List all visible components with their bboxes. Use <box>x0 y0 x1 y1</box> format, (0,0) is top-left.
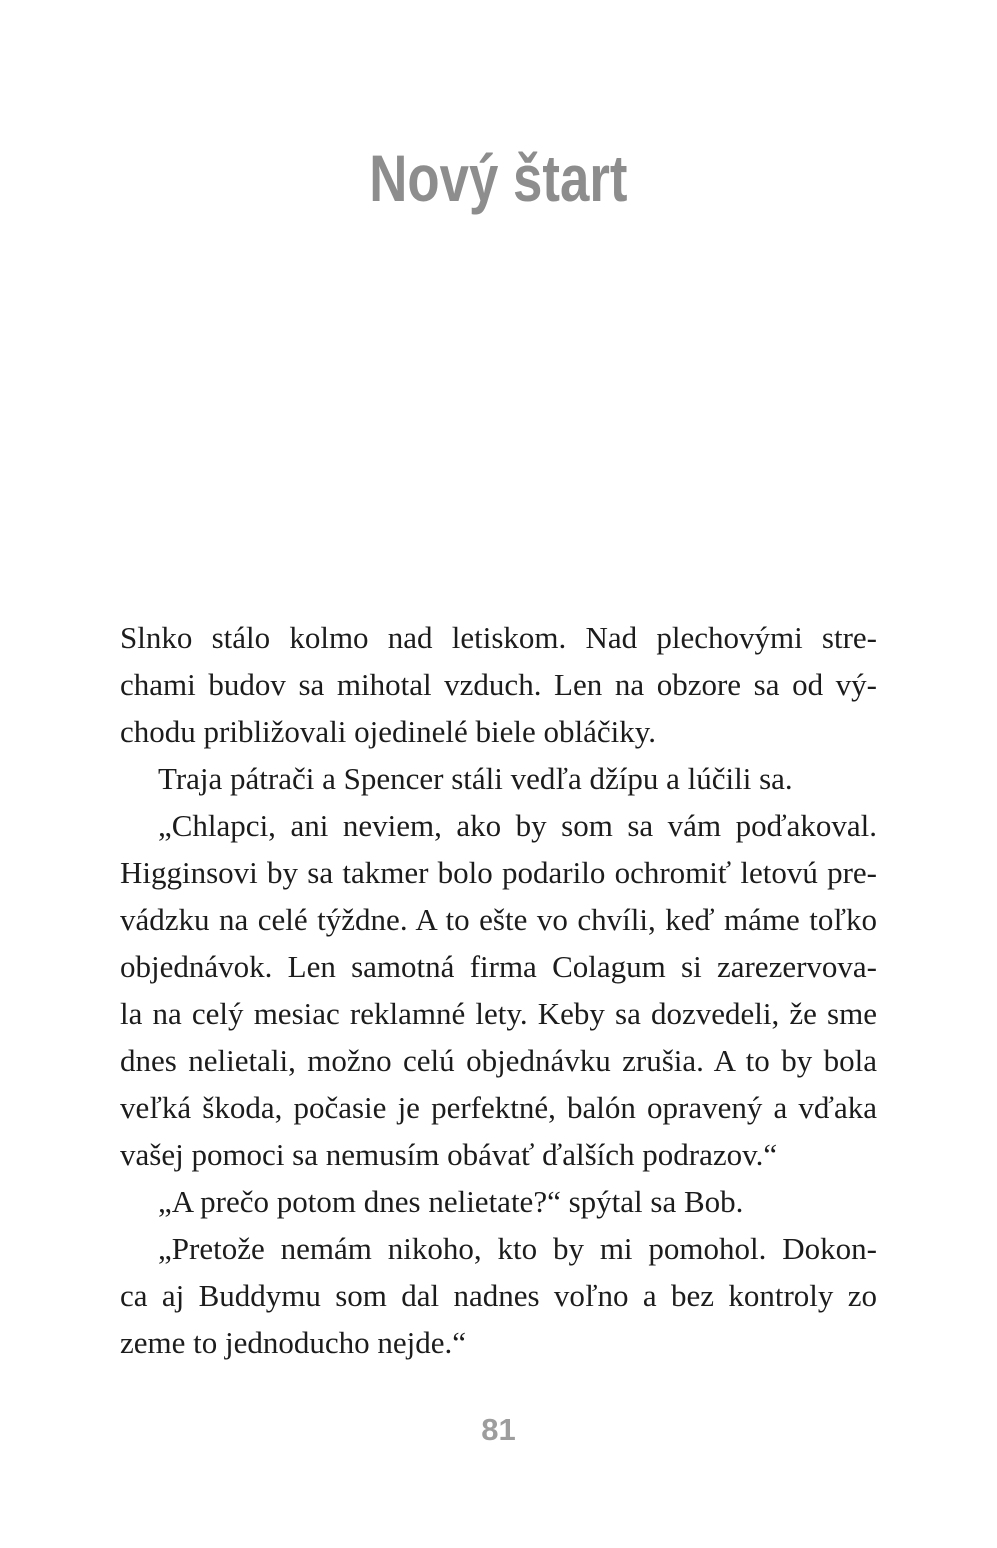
text-line: vašej pomoci sa nemusím obávať ďalších podrazov.“ <box>120 1137 778 1172</box>
text-line: chami budov sa mihotal vzduch. Len na obzore sa od vý- <box>120 667 877 702</box>
text-line: chodu približovali ojedinelé biele obláčiky. <box>120 714 657 749</box>
page-number: 81 <box>481 1412 516 1447</box>
text-line: objednávok. Len samotná firma Colagum si zarezervova- <box>120 949 877 984</box>
text-line: „Chlapci, ani neviem, ako by som sa vám poďakoval. <box>158 808 877 843</box>
text-line: Slnko stálo kolmo nad letiskom. Nad plechovými stre- <box>120 620 877 655</box>
text-line: veľká škoda, počasie je perfektné, balón opravený a vďaka <box>120 1090 877 1125</box>
text-line: Higginsovi by sa takmer bolo podarilo ochromiť letovú pre- <box>120 855 877 890</box>
body-text-block <box>120 614 877 1366</box>
text-line: „Pretože nemám nikoho, kto by mi pomohol. Dokon- <box>158 1231 877 1266</box>
chapter-title-text: Nový štart <box>369 141 628 215</box>
chapter-title <box>0 141 997 215</box>
text-line: zeme to jednoducho nejde.“ <box>120 1325 467 1360</box>
text-line: Traja pátrači a Spencer stáli vedľa džípu a lúčili sa. <box>158 761 793 796</box>
text-line: ca aj Buddymu som dal nadnes voľno a bez kontroly zo <box>120 1278 877 1313</box>
text-line: la na celý mesiac reklamné lety. Keby sa dozvedeli, že sme <box>120 996 877 1031</box>
text-line: dnes nelietali, možno celú objednávku zrušia. A to by bola <box>120 1043 877 1078</box>
text-line: „A prečo potom dnes nelietate?“ spýtal sa Bob. <box>158 1184 744 1219</box>
text-line: vádzku na celé týždne. A to ešte vo chvíli, keď máme toľko <box>120 902 877 937</box>
